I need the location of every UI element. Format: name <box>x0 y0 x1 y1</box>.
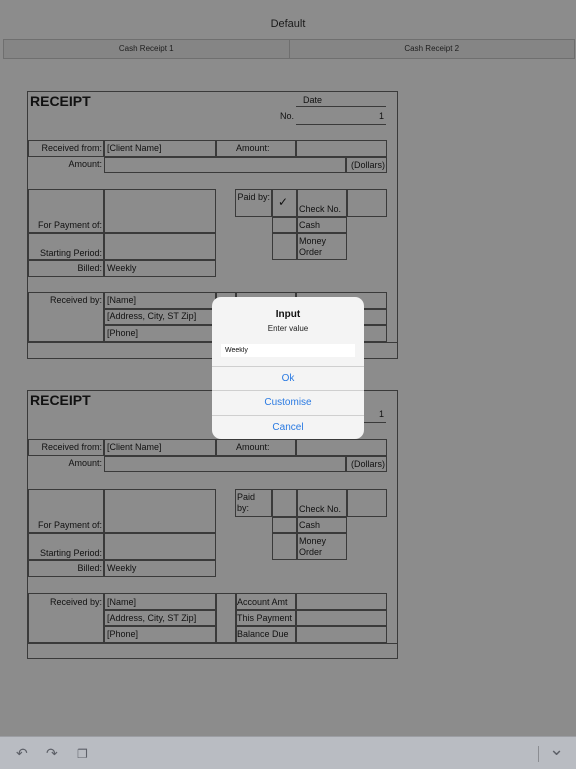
phone-field[interactable]: [Phone] <box>107 629 139 639</box>
input-dialog <box>212 297 364 439</box>
received-by-label: Received by: <box>49 295 102 305</box>
dialog-subtitle: Enter value <box>267 324 309 333</box>
date-label: Date <box>302 95 322 105</box>
received-from-label: Received from: <box>41 442 102 452</box>
no-label: No. <box>279 111 294 121</box>
amount-row-label: Amount: <box>68 159 102 169</box>
receipt-heading: RECEIPT <box>30 93 91 109</box>
paid-by-label: Paid by: <box>237 192 270 202</box>
toolbar-divider <box>538 746 539 762</box>
balance-due-label: Balance Due <box>237 629 289 639</box>
billed-value[interactable]: Weekly <box>107 263 137 273</box>
for-payment-label: For Payment of: <box>37 520 102 530</box>
check-no-label: Check No. <box>299 204 342 214</box>
paid-checkmark[interactable]: ✓ <box>278 195 289 209</box>
received-from-label: Received from: <box>41 143 102 153</box>
money-order-label: Money Order <box>299 236 327 257</box>
customise-button[interactable]: Customise <box>212 390 364 415</box>
cancel-button[interactable]: Cancel <box>212 415 364 439</box>
for-payment-label: For Payment of: <box>37 220 102 230</box>
redo-icon[interactable]: ↷ <box>46 745 58 761</box>
client-name-field[interactable]: [Client Name] <box>107 143 162 153</box>
this-payment-label: This Payment <box>237 613 293 623</box>
account-amt-label: Account Amt <box>237 597 288 607</box>
chevron-down-icon[interactable]: ⌄ <box>549 739 565 759</box>
address-field[interactable]: [Address, City, ST Zip] <box>107 613 197 623</box>
receipt-number[interactable]: 1 <box>378 111 384 121</box>
billed-value[interactable]: Weekly <box>107 563 137 573</box>
cash-label: Cash <box>299 520 321 530</box>
document-title: Default <box>270 18 306 30</box>
check-no-label: Check No. <box>299 504 342 514</box>
amount-label: Amount: <box>236 442 270 452</box>
dollars-label: (Dollars) <box>351 459 386 469</box>
client-name-field[interactable]: [Client Name] <box>107 442 162 452</box>
undo-icon[interactable]: ↶ <box>16 745 28 761</box>
copy-icon[interactable]: ❐ <box>77 747 88 761</box>
amount-label: Amount: <box>236 143 270 153</box>
dialog-title: Input <box>275 309 301 320</box>
billed-label: Billed: <box>77 563 102 573</box>
dollars-label: (Dollars) <box>351 160 386 170</box>
cash-label: Cash <box>299 220 321 230</box>
receipt-heading: RECEIPT <box>30 392 91 408</box>
name-field[interactable]: [Name] <box>107 295 137 305</box>
starting-period-label: Starting Period: <box>39 548 102 558</box>
ok-button[interactable]: Ok <box>212 366 364 391</box>
amount-row-label: Amount: <box>68 458 102 468</box>
starting-period-label: Starting Period: <box>39 248 102 258</box>
money-order-label: Money Order <box>299 536 327 557</box>
tab-cash-receipt-2[interactable]: Cash Receipt 2 <box>404 44 460 53</box>
address-field[interactable]: [Address, City, ST Zip] <box>107 311 197 321</box>
name-field[interactable]: [Name] <box>107 597 137 607</box>
receipt-number[interactable]: 1 <box>378 409 384 419</box>
received-by-label: Received by: <box>49 597 102 607</box>
dialog-value-input[interactable] <box>221 344 355 357</box>
phone-field[interactable]: [Phone] <box>107 328 139 338</box>
paid-by-label: Paid by: <box>237 492 256 513</box>
billed-label: Billed: <box>77 263 102 273</box>
tab-cash-receipt-1[interactable]: Cash Receipt 1 <box>4 40 290 58</box>
bottom-toolbar <box>0 736 576 769</box>
